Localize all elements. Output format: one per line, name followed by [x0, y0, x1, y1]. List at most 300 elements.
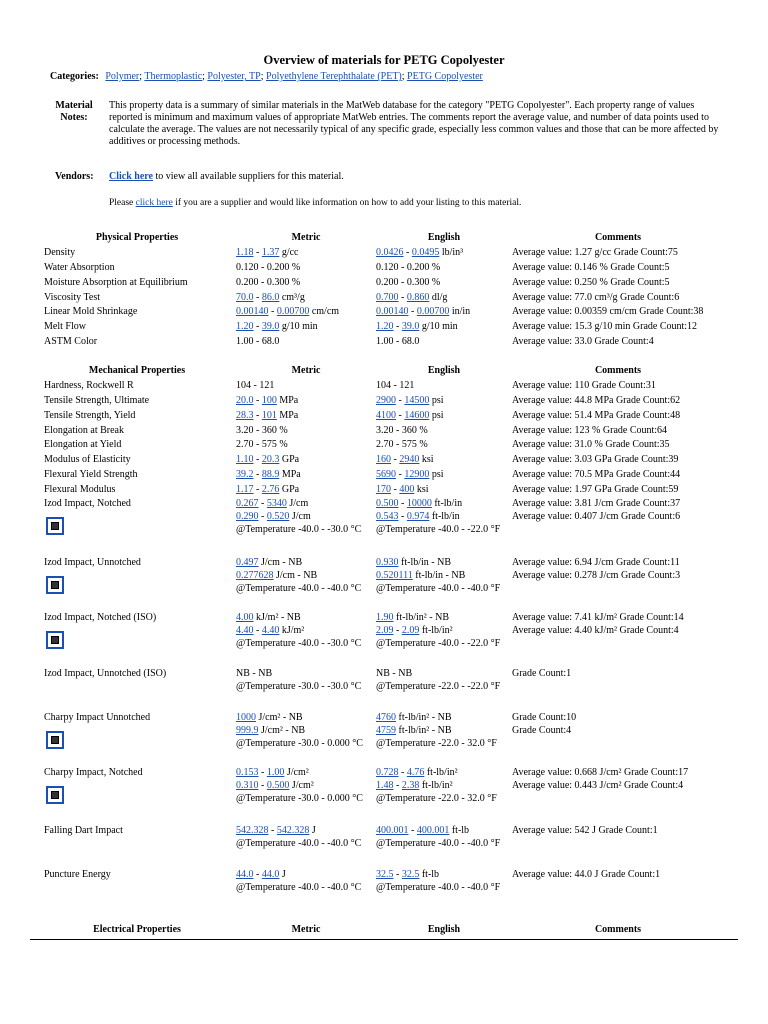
english-header: English	[427, 365, 461, 376]
metric-sep: -	[253, 409, 262, 421]
metric-header: Metric	[291, 365, 321, 376]
english-sep: -	[391, 484, 400, 496]
english-sep: -	[403, 246, 412, 258]
comment: Average value: 77.0 cm³/g Grade Count:6	[512, 291, 680, 303]
comment: Average value: 44.0 J Grade Count:1	[512, 869, 661, 880]
metric-value	[236, 767, 309, 778]
metric-sep: -	[253, 454, 262, 466]
english-max-link[interactable]: 32.5	[401, 869, 420, 880]
metric-min-link[interactable]: 0.00140	[236, 306, 269, 318]
english-value	[376, 869, 439, 880]
comment: Average value: 0.407 J/cm Grade Count:6	[512, 511, 681, 523]
english-min-link[interactable]: 1.20	[376, 321, 394, 333]
metric-value: 104 - 121	[236, 379, 275, 391]
english-value	[376, 394, 444, 409]
metric-min-link[interactable]: 0.290	[236, 511, 259, 523]
page-title: Overview of materials for PETG Copolyester	[263, 53, 505, 67]
english-min-link[interactable]: 32.5	[376, 869, 394, 880]
metric-value	[236, 453, 299, 468]
metric-sep: -	[253, 246, 262, 258]
comment: Average value: 33.0 Grade Count:4	[512, 336, 654, 348]
english-temperature: @Temperature -40.0 - -40.0 °F	[376, 882, 501, 894]
metric-max-link[interactable]: 2.76	[261, 484, 280, 496]
english-max-link[interactable]: 39.0	[401, 321, 420, 333]
graph-icon[interactable]	[46, 576, 64, 594]
comment: Grade Count:4	[512, 725, 572, 737]
english-max-link[interactable]: 400.001	[416, 825, 450, 836]
english-min-link[interactable]: 2900	[376, 394, 396, 406]
comments-header: Comments	[594, 232, 642, 243]
metric-sep: -	[258, 511, 267, 523]
property-name: Izod Impact, Unnotched (ISO)	[44, 668, 167, 679]
english-value	[376, 712, 452, 723]
english-sep: -	[396, 394, 405, 406]
metric-max-link[interactable]: 542.328	[276, 825, 310, 836]
metric-temperature: @Temperature -40.0 - -40.0 °C	[236, 882, 362, 894]
comment: Average value: 0.146 % Grade Count:5	[512, 261, 670, 273]
supplier-link[interactable]: click here	[135, 198, 173, 208]
english-value: 0.200 - 0.300 %	[376, 276, 441, 288]
metric-sep: -	[258, 498, 267, 509]
metric-max-link[interactable]: 5340	[266, 498, 287, 509]
comment: Average value: 51.4 MPa Grade Count:48	[512, 409, 681, 421]
metric-value	[236, 557, 302, 568]
english-unit: ft-lb/in	[429, 511, 460, 523]
english-temperature: @Temperature -40.0 - -22.0 °F	[376, 638, 501, 650]
metric-max-link[interactable]: 0.500	[266, 780, 290, 792]
english-unit: ft-lb/in - NB	[398, 557, 451, 568]
property-row	[44, 261, 744, 276]
metric-max-link[interactable]: 0.00700	[276, 306, 310, 318]
metric-unit: J/cm - NB	[273, 570, 318, 582]
english-value: 2.70 - 575 %	[376, 439, 428, 451]
english-unit: ft-lb/in² - NB	[396, 712, 452, 723]
english-sep: -	[393, 321, 402, 333]
metric-max-link[interactable]: 101	[261, 409, 277, 421]
english-value	[376, 291, 447, 306]
english-unit: ft-lb/in - NB	[412, 570, 466, 582]
property-name: Density	[44, 246, 76, 258]
category-sep: ;	[401, 71, 408, 82]
metric-value	[236, 320, 318, 335]
category-links	[105, 71, 483, 82]
english-max-link[interactable]: 0.00700	[416, 306, 450, 318]
property-name: Hardness, Rockwell R	[44, 379, 134, 391]
comment: Average value: 15.3 g/10 min Grade Count:12	[512, 321, 698, 333]
english-unit: psi	[429, 394, 444, 406]
metric-max-link[interactable]: 86.0	[261, 291, 280, 303]
comment: Average value: 6.94 J/cm Grade Count:11	[512, 557, 680, 568]
metric-value	[236, 291, 305, 306]
category-link[interactable]: Thermoplastic	[144, 71, 203, 82]
metric-min-link[interactable]: 70.0	[236, 291, 254, 303]
metric-temperature: @Temperature -40.0 - -40.0 °C	[236, 583, 362, 595]
english-unit: psi	[429, 469, 444, 481]
english-value	[376, 767, 458, 778]
english-min-link[interactable]: 0.0426	[376, 246, 404, 258]
comment: Average value: 3.81 J/cm Grade Count:37	[512, 498, 681, 509]
material-notes-text: This property data is a summary of similar materials in the MatWeb database for the category "PETG Copolyester". Each property range of values reported is minimum and maximum values of appropriate MatWeb entries. The comments report the average value, and number of data points used to calculate the average. The values are not necessarily typical of any specific grade, especially less common values and those that can be more affected by additives or processing methods.	[109, 100, 719, 147]
property-name: Izod Impact, Unnotched	[44, 557, 141, 568]
metric-max-link[interactable]: 0.520	[266, 511, 290, 523]
english-unit: ft-lb/in²	[424, 767, 458, 778]
metric-temperature: @Temperature -40.0 - -30.0 °C	[236, 638, 362, 650]
metric-max-link[interactable]: 1.37	[261, 246, 280, 258]
english-value	[376, 453, 434, 468]
english-value: 1.00 - 68.0	[376, 336, 420, 348]
english-max-link[interactable]: 0.0495	[411, 246, 440, 258]
category-link[interactable]: Polyethylene Terephthalate (PET)	[266, 71, 402, 82]
property-name: Water Absorption	[44, 261, 115, 273]
metric-sep: -	[268, 825, 277, 836]
supplier-note: Please click here if you are a supplier and would like information on how to add your listing to this material.	[109, 198, 522, 208]
english-min-link[interactable]: 1.48	[376, 780, 394, 792]
category-link[interactable]: Polyester, TP	[207, 71, 261, 82]
category-sep: ;	[202, 71, 208, 82]
comment: Average value: 0.443 J/cm² Grade Count:4	[512, 780, 684, 792]
metric-value	[236, 625, 304, 636]
metric-sep: -	[253, 394, 262, 406]
metric-min-link[interactable]: 0.267	[236, 498, 259, 509]
impact-property-block	[44, 498, 744, 536]
metric-min-link[interactable]: 0.310	[236, 780, 259, 792]
property-name: Falling Dart Impact	[44, 825, 123, 836]
metric-max-link[interactable]: 1.00	[266, 767, 285, 778]
property-name: Flexural Yield Strength	[44, 469, 138, 481]
section-header	[44, 364, 744, 379]
english-temperature: @Temperature -40.0 - -22.0 °F	[376, 524, 501, 536]
comment: Average value: 1.27 g/cc Grade Count:75	[512, 246, 678, 258]
metric-min-link[interactable]: 1.10	[236, 454, 254, 466]
english-min-link[interactable]: 0.930	[376, 557, 399, 568]
english-sep: -	[396, 469, 405, 481]
graph-icon[interactable]	[46, 517, 64, 535]
english-sep: -	[396, 409, 405, 421]
property-name: Melt Flow	[44, 321, 86, 333]
metric-unit: GPa	[279, 484, 300, 496]
comment: Average value: 542 J Grade Count:1	[512, 825, 658, 836]
english-min-link[interactable]: 0.700	[376, 291, 399, 303]
property-row	[44, 438, 744, 453]
metric-unit: MPa	[276, 394, 299, 406]
english-value: NB - NB	[376, 668, 413, 679]
metric-value	[236, 468, 301, 483]
english-temperature: @Temperature -40.0 - -40.0 °F	[376, 583, 501, 595]
comment: Average value: 1.97 GPa Grade Count:59	[512, 484, 679, 496]
impact-property-block	[44, 612, 744, 650]
material-notes-label: Material Notes:	[55, 100, 93, 123]
property-row	[44, 424, 744, 439]
property-name: Tensile Strength, Ultimate	[44, 394, 150, 406]
metric-header: Metric	[291, 924, 321, 935]
metric-unit: J/cm	[286, 498, 309, 509]
comment: Average value: 31.0 % Grade Count:35	[512, 439, 670, 451]
english-min-link[interactable]: 1.90	[376, 612, 394, 623]
metric-sep: -	[253, 321, 262, 333]
metric-unit: g/cc	[279, 246, 299, 258]
english-header: English	[427, 924, 461, 935]
category-link[interactable]: PETG Copolyester	[407, 71, 483, 82]
comments-header: Comments	[594, 924, 642, 935]
metric-unit: J	[309, 825, 316, 836]
english-value	[376, 557, 451, 568]
property-row	[44, 320, 744, 335]
metric-max-link[interactable]: 20.3	[261, 454, 280, 466]
metric-unit: J/cm²	[284, 767, 309, 778]
metric-max-link[interactable]: 44.0	[261, 869, 280, 880]
graph-icon[interactable]	[46, 786, 64, 804]
metric-min-link[interactable]: 1.20	[236, 321, 254, 333]
metric-max-link[interactable]: 39.0	[261, 321, 280, 333]
comment: Average value: 70.5 MPa Grade Count:44	[512, 469, 681, 481]
metric-unit: J/cm²	[289, 780, 314, 792]
property-row	[44, 409, 744, 424]
category-sep: ;	[260, 71, 267, 82]
english-value	[376, 780, 453, 791]
comment: Average value: 4.40 kJ/m² Grade Count:4	[512, 625, 679, 637]
english-value: 104 - 121	[376, 379, 415, 391]
comment: Average value: 0.668 J/cm² Grade Count:17	[512, 767, 689, 778]
english-value	[376, 305, 470, 320]
metric-value	[236, 246, 299, 261]
property-name: Charpy Impact Unnotched	[44, 712, 151, 723]
english-unit: ft-lb/in² - NB	[393, 612, 449, 623]
english-max-link[interactable]: 400	[399, 484, 415, 496]
metric-max-link[interactable]: 100	[261, 394, 277, 406]
metric-sep: -	[253, 291, 262, 303]
metric-value	[236, 725, 305, 736]
metric-value	[236, 409, 298, 424]
english-sep: -	[393, 869, 402, 880]
metric-temperature: @Temperature -40.0 - -40.0 °C	[236, 838, 362, 850]
english-sep: -	[393, 780, 402, 792]
categories	[50, 71, 483, 82]
english-value	[376, 825, 469, 836]
comment: Grade Count:1	[512, 668, 572, 679]
metric-sep: -	[258, 780, 267, 792]
metric-value: 0.120 - 0.200 %	[236, 261, 301, 273]
metric-unit: J/cm	[289, 511, 311, 523]
english-min-link[interactable]: 0.520111	[376, 570, 413, 582]
property-name: Izod Impact, Notched	[44, 498, 131, 509]
metric-sep: -	[253, 484, 262, 496]
english-max-link[interactable]: 14600	[404, 409, 430, 421]
english-min-link[interactable]: 4100	[376, 409, 396, 421]
english-value	[376, 725, 452, 736]
property-name: Linear Mold Shrinkage	[44, 306, 138, 318]
mechanical-properties-table	[44, 364, 744, 498]
property-name: ASTM Color	[44, 336, 98, 348]
metric-value	[236, 570, 317, 581]
metric-min-link[interactable]: 39.2	[236, 469, 254, 481]
metric-unit: J	[279, 869, 286, 880]
metric-unit: g/10 min	[279, 321, 318, 333]
english-sep: -	[398, 511, 407, 523]
section-header	[44, 231, 744, 246]
metric-sep: -	[268, 306, 277, 318]
english-min-link[interactable]: 0.00140	[376, 306, 409, 318]
english-sep: -	[393, 625, 402, 637]
comments-header: Comments	[594, 365, 642, 376]
english-max-link[interactable]: 2.38	[401, 780, 420, 792]
property-name: Charpy Impact, Notched	[44, 767, 143, 778]
impact-property-block	[44, 557, 744, 595]
comment: Average value: 7.41 kJ/m² Grade Count:14	[512, 612, 684, 623]
metric-min-link[interactable]: 542.328	[236, 825, 269, 836]
comment: Average value: 44.8 MPa Grade Count:62	[512, 394, 681, 406]
english-unit: ksi	[419, 454, 434, 466]
metric-temperature: @Temperature -30.0 - 0.000 °C	[236, 738, 363, 750]
english-value	[376, 625, 453, 636]
english-max-link[interactable]: 2.09	[401, 625, 420, 637]
comment: Average value: 0.278 J/cm Grade Count:3	[512, 570, 681, 582]
metric-max-link[interactable]: 88.9	[261, 469, 280, 481]
metric-min-link[interactable]: 4.40	[236, 625, 254, 637]
metric-value	[236, 498, 308, 509]
metric-max-link[interactable]: 4.40	[261, 625, 280, 637]
english-value	[376, 320, 458, 335]
english-value	[376, 483, 429, 498]
metric-value	[236, 825, 316, 836]
metric-min-link[interactable]: 20.0	[236, 394, 254, 406]
property-row	[44, 246, 744, 261]
property-name: Flexural Modulus	[44, 484, 116, 496]
english-min-link[interactable]: 0.500	[376, 498, 399, 509]
english-max-link[interactable]: 12900	[404, 469, 430, 481]
metric-min-link[interactable]: 999.9	[236, 725, 259, 737]
english-unit: ft-lb/in	[431, 498, 463, 509]
metric-value	[236, 483, 299, 498]
english-max-link[interactable]: 10000	[406, 498, 432, 509]
graph-icon[interactable]	[46, 631, 64, 649]
metric-sep: -	[253, 625, 262, 637]
metric-min-link[interactable]: 28.3	[236, 409, 254, 421]
metric-sep: -	[253, 469, 262, 481]
comment: Average value: 110 Grade Count:31	[512, 379, 656, 391]
property-row	[44, 468, 744, 483]
property-name: Tensile Strength, Yield	[44, 409, 136, 421]
category-link[interactable]: Polymer	[105, 71, 140, 82]
comment: Average value: 0.250 % Grade Count:5	[512, 276, 670, 288]
english-header: English	[427, 232, 461, 243]
metric-min-link[interactable]: 44.0	[236, 869, 254, 880]
vendors-link[interactable]: Click here	[109, 171, 153, 182]
metric-value	[236, 780, 314, 791]
english-value: 0.120 - 0.200 %	[376, 261, 441, 273]
metric-min-link[interactable]: 0.277628	[236, 570, 274, 582]
metric-min-link[interactable]: 0.153	[236, 767, 259, 778]
section-title: Physical Properties	[95, 232, 179, 243]
english-temperature: @Temperature -40.0 - -40.0 °F	[376, 838, 501, 850]
metric-unit: cm³/g	[279, 291, 305, 303]
english-min-link[interactable]: 0.543	[376, 511, 399, 523]
property-row	[44, 305, 744, 320]
property-name: Izod Impact, Notched (ISO)	[44, 612, 157, 623]
graph-icon[interactable]	[46, 731, 64, 749]
english-max-link[interactable]: 0.974	[406, 511, 430, 523]
english-sep: -	[398, 767, 407, 778]
english-value	[376, 570, 465, 581]
english-min-link[interactable]: 170	[376, 484, 391, 496]
property-row	[44, 483, 744, 498]
impact-property-block	[44, 767, 744, 805]
metric-sep: -	[258, 767, 267, 778]
metric-min-link[interactable]: 1.17	[236, 484, 254, 496]
english-temperature: @Temperature -22.0 - -22.0 °F	[376, 681, 501, 693]
metric-value	[236, 394, 298, 409]
english-temperature: @Temperature -22.0 - 32.0 °F	[376, 738, 497, 750]
metric-value: 3.20 - 360 %	[236, 424, 288, 436]
english-min-link[interactable]: 0.728	[376, 767, 399, 778]
category-sep: ;	[139, 71, 145, 82]
comment: Average value: 123 % Grade Count:64	[512, 424, 668, 436]
property-row	[44, 394, 744, 409]
english-max-link[interactable]: 4.76	[406, 767, 425, 778]
english-min-link[interactable]: 5690	[376, 469, 396, 481]
metric-unit: J/cm² - NB	[256, 712, 303, 723]
vendors-label: Vendors:	[55, 171, 94, 182]
metric-min-link[interactable]: 4.00	[236, 612, 254, 623]
divider	[30, 939, 738, 940]
metric-header: Metric	[291, 232, 321, 243]
english-unit: ft-lb/in²	[419, 780, 453, 792]
vendors-text: Click here to view all available suppliers for this material.	[109, 171, 344, 182]
english-unit: ft-lb/in² - NB	[396, 725, 452, 737]
english-min-link[interactable]: 400.001	[376, 825, 409, 836]
comment: Grade Count:10	[512, 712, 577, 723]
english-max-link[interactable]: 2940	[399, 454, 420, 466]
categories-label: Categories:	[50, 71, 99, 82]
english-value	[376, 511, 460, 522]
english-value: 3.20 - 360 %	[376, 424, 428, 436]
property-row	[44, 335, 744, 350]
english-min-link[interactable]: 160	[376, 454, 391, 466]
metric-value: NB - NB	[236, 668, 273, 679]
english-min-link[interactable]: 4760	[376, 712, 396, 723]
english-value	[376, 468, 444, 483]
impact-property-block	[44, 712, 744, 750]
english-min-link[interactable]: 2.09	[376, 625, 394, 637]
english-unit: psi	[429, 409, 444, 421]
section-title: Mechanical Properties	[88, 365, 186, 376]
property-name: Elongation at Yield	[44, 439, 122, 451]
english-max-link[interactable]: 14500	[404, 394, 430, 406]
property-row	[44, 453, 744, 468]
electrical-properties-table	[44, 923, 744, 938]
english-value	[376, 612, 449, 623]
metric-unit: J/cm² - NB	[258, 725, 306, 737]
metric-value: 1.00 - 68.0	[236, 336, 280, 348]
metric-value	[236, 612, 301, 623]
physical-properties-table	[44, 231, 744, 350]
metric-value	[236, 869, 286, 880]
english-sep: -	[398, 291, 407, 303]
english-unit: dl/g	[429, 291, 448, 303]
english-max-link[interactable]: 0.860	[406, 291, 430, 303]
metric-min-link[interactable]: 1000	[236, 712, 256, 723]
english-unit: ksi	[414, 484, 429, 496]
property-name: Modulus of Elasticity	[44, 454, 131, 466]
metric-min-link[interactable]: 1.18	[236, 246, 254, 258]
english-min-link[interactable]: 4759	[376, 725, 396, 737]
english-sep: -	[408, 825, 417, 836]
property-row	[44, 291, 744, 306]
english-unit: ft-lb	[419, 869, 440, 880]
english-unit: g/10 min	[419, 321, 458, 333]
metric-min-link[interactable]: 0.497	[236, 557, 259, 568]
english-sep: -	[408, 306, 417, 318]
comment: Average value: 0.00359 cm/cm Grade Count:38	[512, 306, 704, 318]
